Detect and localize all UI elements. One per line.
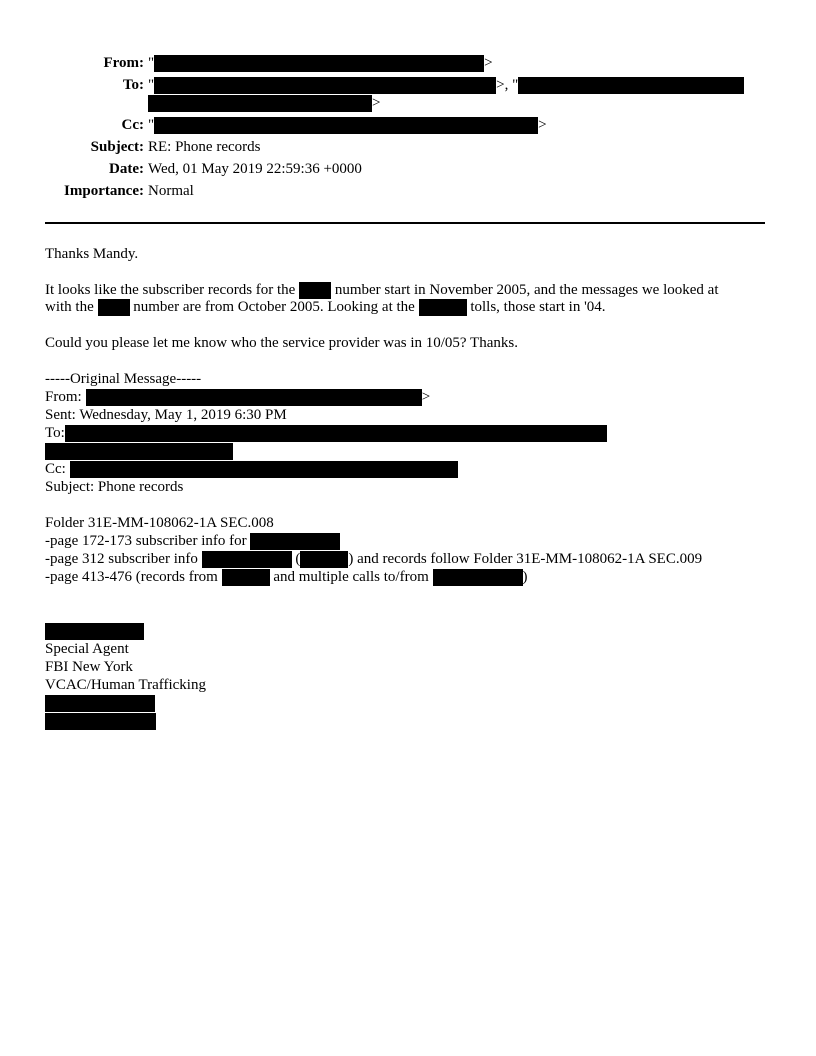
original-from [45,389,430,406]
page-text: -page 413-476 (records from [45,569,218,585]
signature-title: Special Agent [45,641,129,657]
page-text: ) [522,569,528,585]
body-text: number are from October 2005. Looking at the [133,299,415,315]
to-quote: " [148,77,155,93]
redaction-box [45,623,144,640]
original-sent: Sent: Wednesday, May 1, 2019 6:30 PM [45,407,287,423]
page-line-3 [45,569,528,586]
original-to-label: To: [45,425,65,441]
body-paragraph-2: Could you please let me know who the service provider was in 10/05? Thanks. [45,335,518,351]
to-close: > [372,95,381,111]
page-text: -page 312 subscriber info [45,551,198,567]
page-text: and multiple calls to/from [273,569,429,585]
subject-label: Subject: [90,139,144,155]
greeting: Thanks Mandy. [45,246,139,262]
date-value: Wed, 01 May 2019 22:59:36 +0000 [148,161,362,177]
header-divider [45,222,765,224]
to-value [148,77,744,94]
body-text: with the [45,299,94,315]
cc-value [148,117,547,134]
redaction-box [419,299,467,316]
page-text: ( [295,551,301,567]
original-subject: Subject: Phone records [45,479,184,495]
redaction-box [154,77,496,94]
body-text: number start in November 2005, and the messages we looked at [334,282,719,298]
original-from-label: From: [45,389,82,405]
original-cc [45,461,458,478]
from-close: > [484,55,493,71]
body-paragraph-line-2 [45,299,606,316]
redaction-box [45,695,155,712]
page-text: -page 172-173 subscriber info for [45,533,247,549]
date-label: Date: [109,161,144,177]
signature-office: FBI New York [45,659,133,675]
redaction-box [299,282,331,299]
body-text: tolls, those start in '04. [470,299,606,315]
redaction-box [45,443,233,460]
importance-label: Importance: [64,183,144,199]
importance-value: Normal [148,183,194,199]
redaction-box [98,299,130,316]
from-value [148,55,493,72]
redaction-box [154,55,484,72]
body-paragraph-line-1 [45,282,719,299]
redaction-box [154,117,538,134]
subject-value: RE: Phone records [148,139,261,155]
page-text: ) and records follow Folder 31E-MM-108062-1A SEC.009 [348,551,703,567]
redaction-box [433,569,523,586]
to-label: To: [122,77,144,93]
cc-close: > [538,117,547,133]
cc-label: Cc: [121,117,144,133]
original-to [45,425,607,442]
redaction-box [300,551,348,568]
cc-quote: " [148,117,155,133]
to-value-cont [148,95,380,112]
original-from-close: > [421,389,431,405]
signature-unit: VCAC/Human Trafficking [45,677,206,693]
redaction-box [86,389,422,406]
redaction-box [65,425,607,442]
redaction-box [70,461,458,478]
original-message-divider: -----Original Message----- [45,371,202,387]
redaction-box [222,569,270,586]
original-cc-label: Cc: [45,461,66,477]
redaction-box [148,95,372,112]
redaction-box [518,77,744,94]
redaction-box [45,713,156,730]
redaction-box [202,551,292,568]
page-line-2 [45,551,702,568]
from-label: From: [103,55,144,71]
folder-line: Folder 31E-MM-108062-1A SEC.008 [45,515,274,531]
from-quote: " [148,55,155,71]
redaction-box [250,533,340,550]
to-separator: >, " [496,77,519,93]
page-line-1 [45,533,340,550]
body-text: It looks like the subscriber records for the [45,282,296,298]
